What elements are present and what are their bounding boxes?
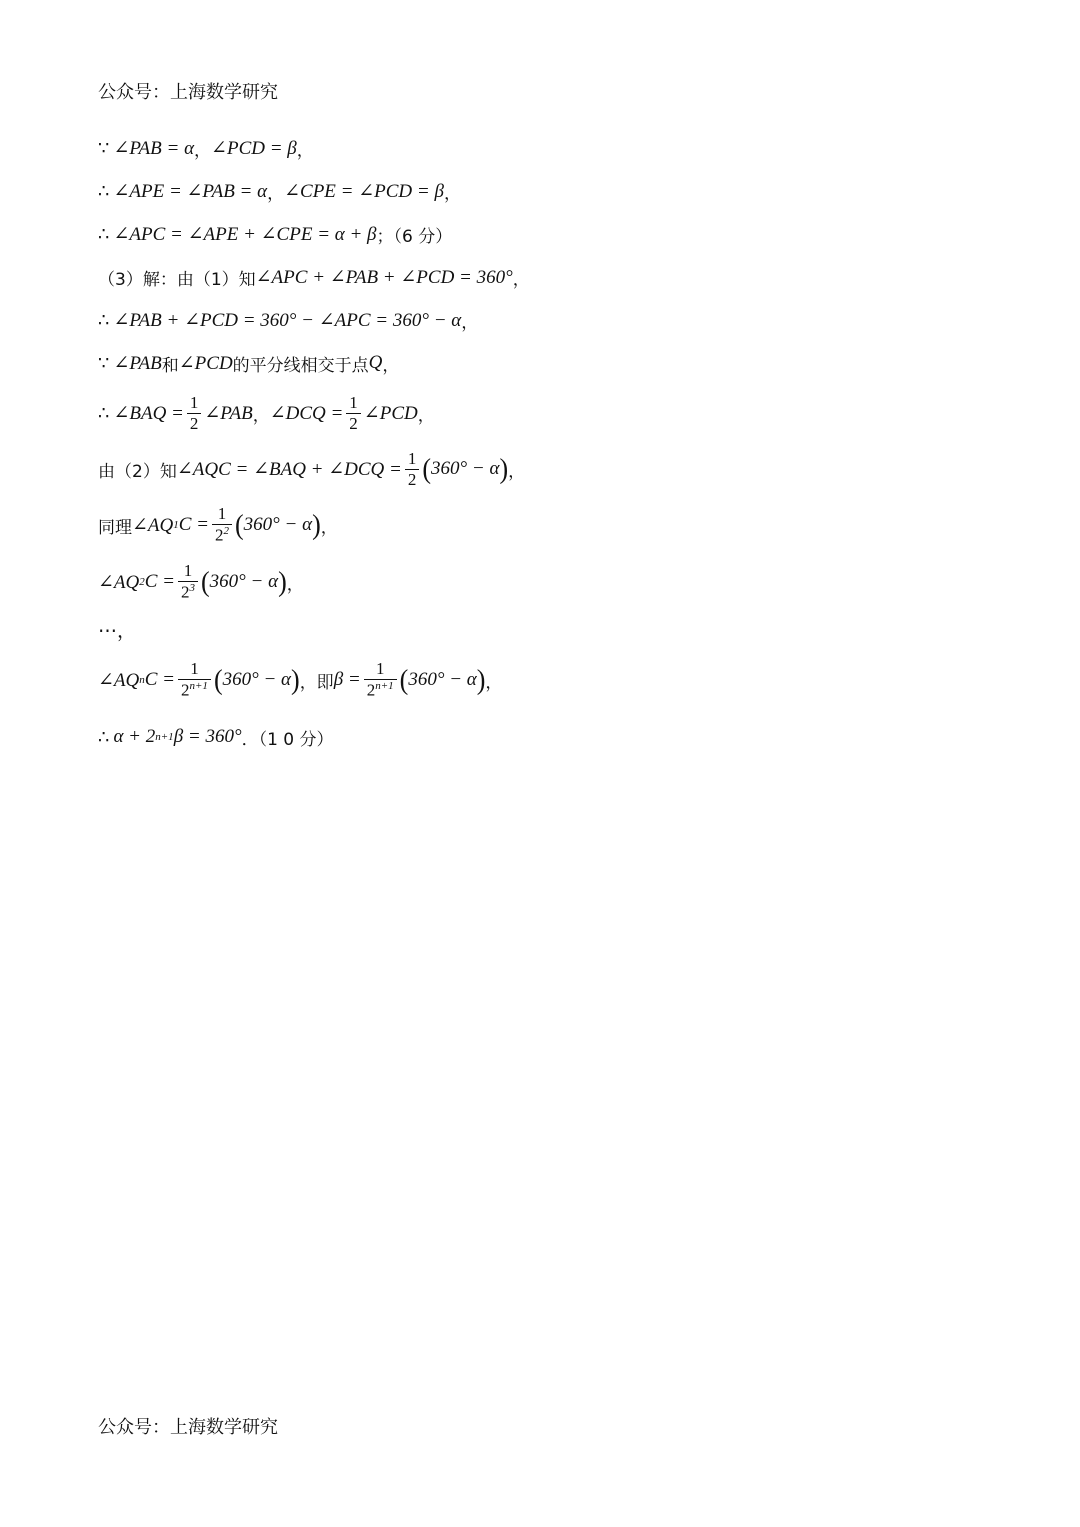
line-5: [98, 305, 478, 335]
left-paren: (: [213, 663, 223, 696]
denominator: [212, 524, 232, 545]
den-base: 2: [181, 680, 190, 700]
numerator: 1: [217, 504, 227, 524]
angle-end: C =: [144, 669, 175, 690]
left-paren: (: [399, 663, 409, 696]
line-1: [98, 133, 314, 163]
angle: ∠PCD: [363, 402, 418, 424]
denominator: [178, 581, 198, 602]
equation: β =: [333, 669, 361, 690]
left-paren: (: [422, 452, 432, 485]
score-note: ．（1 0 分）: [241, 729, 334, 750]
subscript: n: [139, 674, 145, 686]
line-6: [98, 348, 399, 378]
right-paren: ): [499, 452, 509, 485]
punctuation: ，: [512, 269, 530, 290]
separator: ，: [267, 183, 285, 204]
denominator: [364, 679, 397, 700]
therefore-symbol: ∴: [98, 223, 110, 245]
denominator: 2: [346, 413, 361, 433]
punctuation: ，: [286, 574, 304, 595]
ellipsis: ⋯，: [98, 620, 137, 642]
right-paren: ): [476, 663, 486, 696]
therefore-symbol: ∴: [98, 402, 110, 424]
angle: ∠PCD: [178, 352, 233, 374]
fraction: [178, 660, 211, 699]
right-paren: ): [312, 508, 321, 541]
separator: ，即: [299, 672, 334, 693]
expression: 360° − α: [408, 669, 477, 690]
left-paren: (: [201, 565, 210, 598]
because-symbol: ∵: [98, 137, 110, 159]
page-header: 公众号：上海数学研究: [98, 82, 278, 103]
separator: ，: [252, 405, 270, 426]
fraction-half: [346, 394, 361, 433]
denominator: 2: [405, 469, 420, 489]
left-paren: (: [235, 508, 244, 541]
therefore-symbol: ∴: [98, 180, 110, 202]
equation: ∠APC = ∠APE + ∠CPE = α + β: [113, 223, 377, 245]
fraction: [364, 660, 397, 699]
line-9: [98, 505, 338, 545]
expression: 360° − α: [209, 571, 279, 592]
line-10: [98, 562, 304, 602]
equation: ∠PAB + ∠PCD = 360° − ∠APC = 360° − α: [113, 309, 462, 331]
numerator: 1: [375, 659, 385, 679]
numerator: 1: [189, 392, 199, 412]
because-symbol: ∵: [98, 352, 110, 374]
equation: ∠PAB = α: [113, 137, 195, 159]
numerator: 1: [349, 392, 358, 412]
expression: 360° − α: [243, 514, 313, 535]
page-footer: 公众号：上海数学研究: [98, 1417, 278, 1438]
angle-end: C =: [144, 571, 175, 592]
line-4: [98, 262, 530, 292]
denominator: 2: [187, 413, 202, 433]
separator: ，: [194, 140, 212, 161]
fraction-half: [405, 450, 420, 489]
line-8: [98, 449, 525, 489]
subscript: 2: [139, 576, 145, 588]
equation: ∠AQC = ∠BAQ + ∠DCQ =: [176, 458, 402, 480]
angle-end: C =: [178, 514, 209, 535]
line-11: [98, 614, 136, 644]
angle: ∠AQ: [98, 669, 140, 691]
angle: ∠AQ: [132, 514, 174, 536]
equation-end: β = 360°: [173, 726, 242, 747]
equation: ∠PCD = β: [211, 137, 297, 159]
equation: ∠DCQ =: [269, 402, 344, 424]
line-3: [98, 219, 452, 249]
den-exponent: 2: [223, 525, 229, 538]
den-base: 2: [366, 680, 376, 700]
punctuation: ，: [320, 517, 338, 538]
subscript: 1: [173, 519, 179, 531]
score-note: ；（6 分）: [376, 226, 453, 247]
punctuation: ，: [296, 140, 314, 161]
punctuation: ，: [417, 405, 435, 426]
right-paren: ): [291, 663, 300, 696]
point-label: Q: [368, 352, 383, 373]
line-12: [98, 660, 502, 700]
exponent: n+1: [155, 731, 174, 743]
step-prefix: 由（2）知: [98, 461, 177, 482]
step-prefix: 同理: [98, 517, 132, 538]
equation: ∠CPE = ∠PCD = β: [284, 180, 444, 202]
equation: ∠APC + ∠PAB + ∠PCD = 360°: [255, 266, 513, 288]
punctuation: ，: [382, 355, 400, 376]
statement-text: 的平分线相交于点: [232, 355, 369, 376]
line-7: [98, 393, 435, 433]
equation: ∠BAQ =: [113, 402, 184, 424]
denominator: [178, 679, 211, 700]
therefore-symbol: ∴: [98, 726, 110, 748]
den-base: 2: [215, 525, 224, 545]
numerator: 1: [407, 448, 417, 468]
expression: 360° − α: [222, 669, 292, 690]
line-2: [98, 176, 461, 206]
expression: 360° − α: [431, 458, 500, 479]
equation: ∠APE = ∠PAB = α: [113, 180, 268, 202]
punctuation: ，: [461, 312, 479, 333]
den-exponent: n+1: [189, 680, 208, 693]
den-exponent: 3: [189, 582, 195, 595]
angle: ∠PAB: [113, 352, 162, 374]
angle: ∠PAB: [204, 402, 253, 424]
therefore-symbol: ∴: [98, 309, 110, 331]
step-prefix: （3）解：由（1）知: [98, 269, 256, 290]
line-13: [98, 722, 334, 752]
numerator: 1: [190, 659, 199, 679]
fraction-half: [187, 394, 202, 433]
den-exponent: n+1: [375, 680, 394, 693]
connector: 和: [161, 355, 179, 376]
numerator: 1: [183, 561, 193, 581]
fraction: [212, 505, 232, 544]
fraction: [178, 562, 198, 601]
right-paren: ): [278, 565, 287, 598]
punctuation: ，: [485, 672, 503, 693]
equation: α + 2: [113, 726, 156, 747]
punctuation: ，: [508, 461, 526, 482]
den-base: 2: [181, 582, 190, 602]
punctuation: ，: [443, 183, 461, 204]
angle: ∠AQ: [98, 571, 140, 593]
